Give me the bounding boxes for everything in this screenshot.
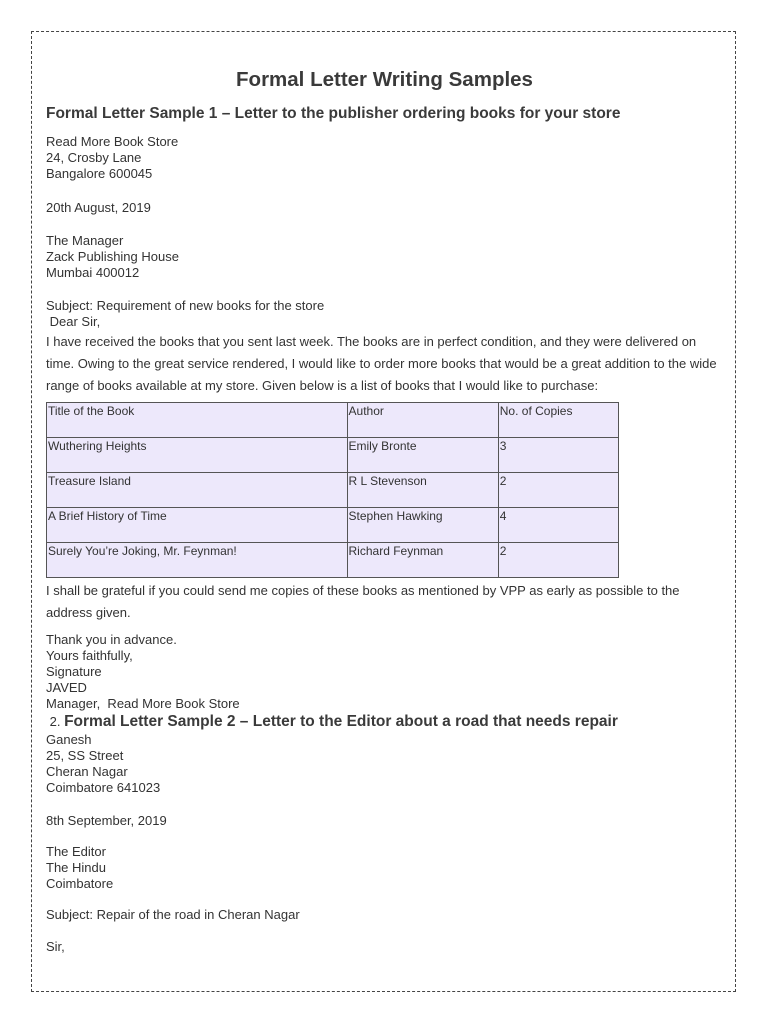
sample1-closing [46, 632, 726, 712]
sample1-recipient-address [46, 233, 726, 281]
address-line: 25, SS Street [46, 748, 124, 763]
table-cell: 2 [498, 543, 618, 578]
closing-line: Yours faithfully, [46, 648, 133, 663]
sample2-heading: Formal Letter Sample 2 – Letter to the Editor about a road that needs repair [64, 713, 618, 730]
closing-line: Thank you in advance. [46, 632, 177, 647]
address-line: Ganesh [46, 732, 92, 747]
sample2-date: 8th September, 2019 [46, 813, 167, 828]
address-line: The Manager [46, 233, 124, 248]
sample1-body-paragraph-1: I have received the books that you sent last week. The books are in perfect condition, and they were delivered on time. Owing to the great service rendered, I would like to order more books that would be a great addition to the wide range of books available at my store. Given below is a list of books that I would like to purchase: [46, 334, 717, 393]
sample1-date: 20th August, 2019 [46, 200, 151, 215]
table-header-cell: Author [347, 403, 498, 438]
table-cell: Treasure Island [47, 473, 348, 508]
closing-line: Signature [46, 664, 102, 679]
table-cell: 3 [498, 438, 618, 473]
sample1-heading: Formal Letter Sample 1 – Letter to the publisher ordering books for your store [46, 105, 621, 122]
table-cell: Richard Feynman [347, 543, 498, 578]
table-cell: R L Stevenson [347, 473, 498, 508]
address-line: 24, Crosby Lane [46, 150, 142, 165]
table-header-row [47, 403, 619, 438]
sample2-number: 2. [46, 714, 65, 729]
table-cell: Surely You’re Joking, Mr. Feynman! [47, 543, 348, 578]
sample1-body-paragraph-2: I shall be grateful if you could send me copies of these books as mentioned by VPP as early as possible to the address given. [46, 583, 680, 620]
address-line: Cheran Nagar [46, 764, 128, 779]
address-line: Zack Publishing House [46, 249, 179, 264]
sample2-salutation: Sir, [46, 939, 65, 954]
address-line: Coimbatore 641023 [46, 780, 161, 795]
sample1-sender-address [46, 134, 726, 182]
table-row [47, 473, 619, 508]
books-table [46, 402, 619, 578]
sample2-heading-line [46, 712, 726, 732]
table-row [47, 543, 619, 578]
sample2-recipient-address [46, 844, 726, 892]
sample2-subject: Subject: Repair of the road in Cheran Nagar [46, 907, 300, 922]
document-content [46, 104, 726, 955]
table-cell: 4 [498, 508, 618, 543]
table-row [47, 508, 619, 543]
address-line: The Editor [46, 844, 106, 859]
sample1-subject: Subject: Requirement of new books for the store [46, 298, 325, 313]
sample2-sender-address [46, 732, 726, 796]
sample1-salutation: Dear Sir, [46, 314, 101, 329]
document-title: Formal Letter Writing Samples [236, 68, 533, 91]
address-line: Coimbatore [46, 876, 114, 891]
table-row [47, 438, 619, 473]
table-cell: 2 [498, 473, 618, 508]
closing-line: Manager, Read More Book Store [46, 696, 240, 711]
address-line: Mumbai 400012 [46, 265, 140, 280]
closing-line: JAVED [46, 680, 87, 695]
document-page [31, 31, 736, 992]
table-cell: Wuthering Heights [47, 438, 348, 473]
table-cell: Emily Bronte [347, 438, 498, 473]
table-header-cell: Title of the Book [47, 403, 348, 438]
table-header-cell: No. of Copies [498, 403, 618, 438]
address-line: Bangalore 600045 [46, 166, 153, 181]
table-cell: Stephen Hawking [347, 508, 498, 543]
table-cell: A Brief History of Time [47, 508, 348, 543]
address-line: The Hindu [46, 860, 106, 875]
address-line: Read More Book Store [46, 134, 179, 149]
